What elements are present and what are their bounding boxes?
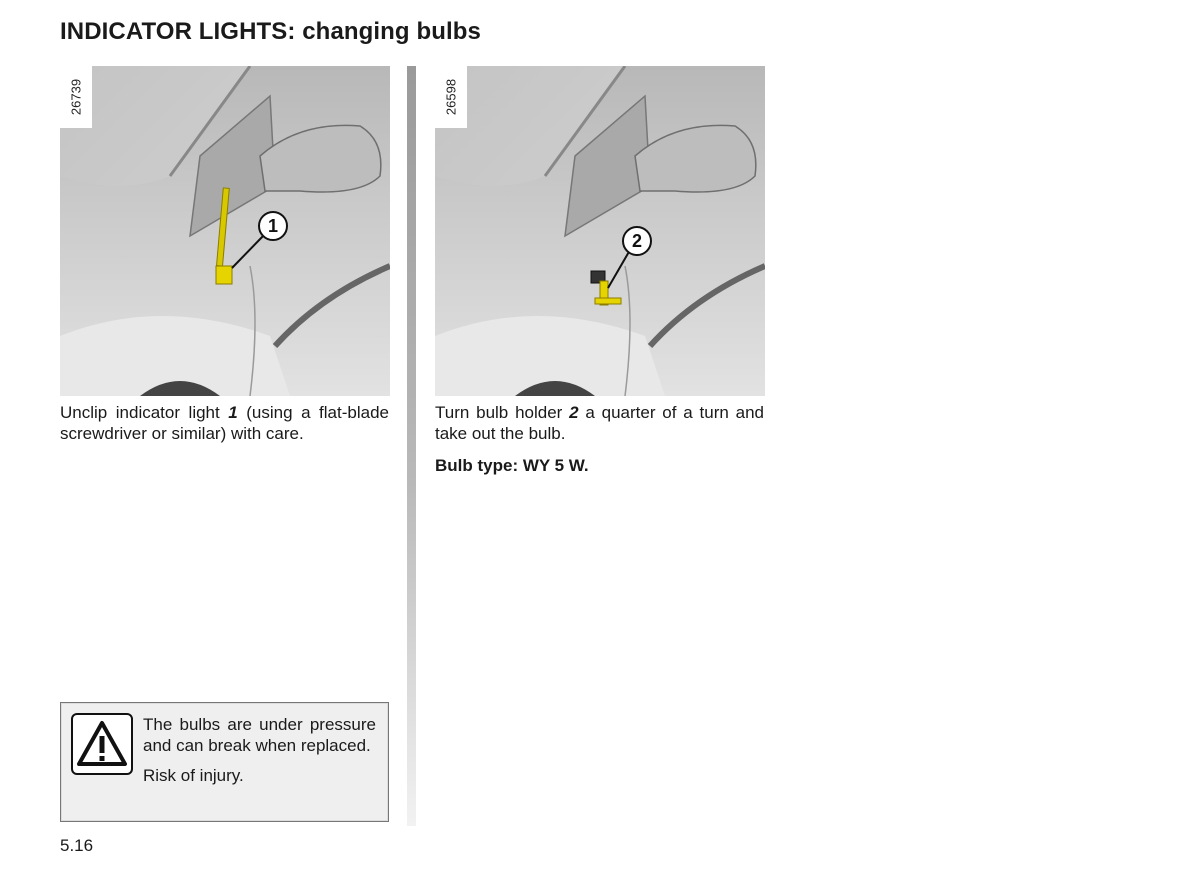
car-wing-mirror-illustration-2	[435, 66, 765, 396]
step-1-text: Unclip indicator light 1 (using a flat-blade screwdriver or similar) with care.	[60, 403, 389, 443]
figure-unclip-indicator	[60, 66, 390, 396]
column-divider	[407, 66, 416, 826]
warning-triangle-icon	[71, 713, 133, 775]
callout-1: 1	[258, 211, 288, 241]
page-number: 5.16	[60, 836, 94, 855]
callout-2: 2	[622, 226, 652, 256]
figure-number-label: 26739	[60, 66, 92, 128]
figure-bulb-holder	[435, 66, 765, 396]
warning-box	[60, 702, 389, 822]
warning-risk-text: Risk of injury.	[143, 766, 244, 785]
car-wing-mirror-illustration-1	[60, 66, 390, 396]
step-2-text: Turn bulb holder 2 a quarter of a turn and take out the bulb.	[435, 403, 764, 443]
bulb-type-text: Bulb type: WY 5 W.	[435, 456, 589, 475]
figure-number-label: 26598	[435, 66, 467, 128]
warning-text: The bulbs are under pressure and can break when replaced.	[143, 715, 376, 755]
page-title: INDICATOR LIGHTS: changing bulbs	[60, 18, 481, 45]
